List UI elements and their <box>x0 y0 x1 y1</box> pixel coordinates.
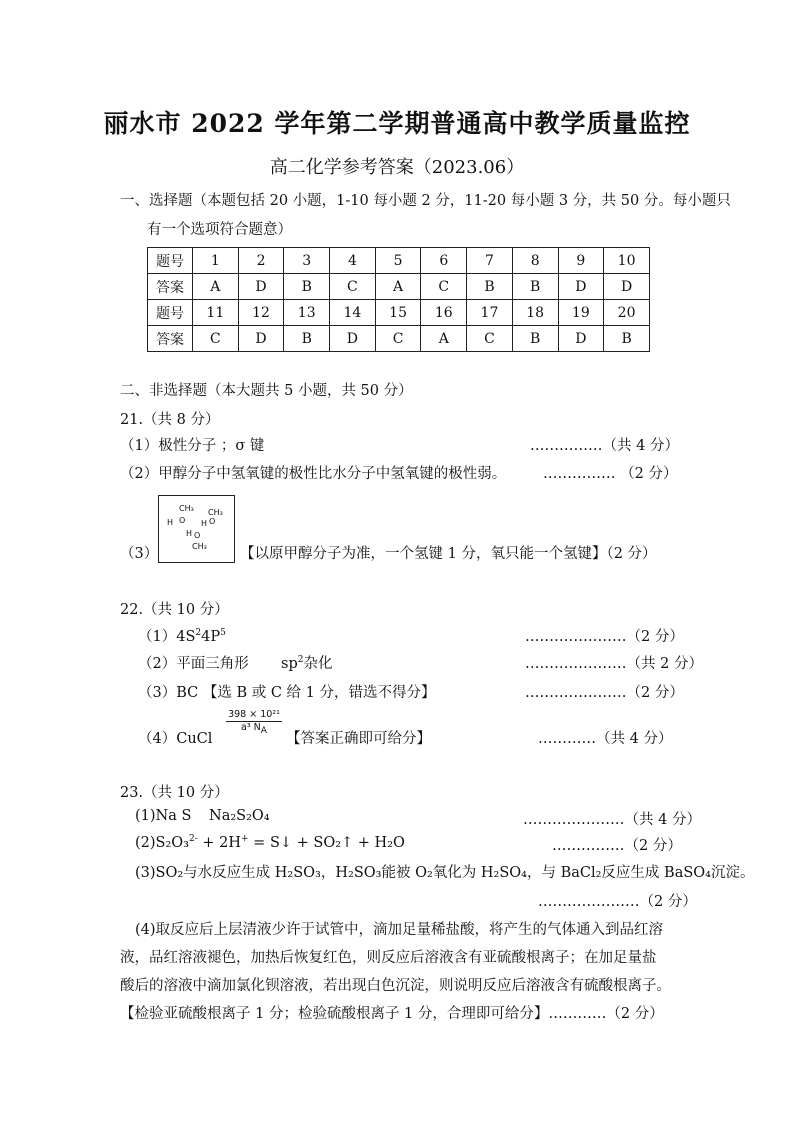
table-cell: D <box>238 326 284 352</box>
q23-part4-line1: (4)取反应后上层清液少许于试管中，滴加足量稀盐酸，将产生的气体通入到品红溶 <box>135 922 664 938</box>
table-cell: 12 <box>238 300 284 326</box>
table-cell: A <box>421 326 467 352</box>
table-cell: 7 <box>467 248 513 274</box>
section1-instruction-line1: 一、选择题（本题包括 20 小题，1-10 每小题 2 分，11-20 每小题 3 分，共 50 分。每小题只 <box>120 193 731 209</box>
q23-part3: (3)SO₂与水反应生成 H₂SO₃，H₂SO₃能被 O₂氧化为 H₂SO₄，与 BaCl₂反应生成 BaSO₄沉淀。 <box>135 865 755 881</box>
q22-part2-hybrid: $sp^2$杂化 <box>281 655 333 672</box>
table-cell: 4 <box>330 248 376 274</box>
table-cell: 15 <box>375 300 421 326</box>
table-cell: C <box>330 274 376 300</box>
struct-label: CH₃ <box>179 504 194 513</box>
table-cell: 答案 <box>148 274 193 300</box>
q22-part4-note: 【答案正确即可给分】 <box>286 731 431 747</box>
q22-part2-score: …………………（共 2 分） <box>525 656 703 672</box>
table-cell: B <box>512 326 558 352</box>
page-subtitle: 高二化学参考答案（2023.06） <box>269 157 525 178</box>
q23-part1-b: Na₂S₂O₄ <box>209 808 270 824</box>
q23-part1: (1)Na S <box>135 808 192 824</box>
q22-part2: （2）平面三角形 <box>138 656 249 672</box>
q21-part2-score: …………… （2 分） <box>543 466 678 482</box>
q21-part1: （1）极性分子 ；σ 键 <box>120 438 265 454</box>
table-cell: D <box>330 326 376 352</box>
table-cell: D <box>558 326 604 352</box>
table-cell: 9 <box>558 248 604 274</box>
table-cell: 10 <box>604 248 650 274</box>
q22-part4: （4）CuCl <box>138 731 213 747</box>
table-cell: 题号 <box>148 300 193 326</box>
q23-part4-line3: 酸后的溶液中滴加氯化钡溶液，若出现白色沉淀，则说明反应后溶液含有硫酸根离子。 <box>120 978 671 994</box>
table-cell: B <box>467 274 513 300</box>
q21-part2: （2）甲醇分子中氢氧键的极性比水分子中氢氧键的极性弱。 <box>120 466 507 482</box>
table-cell: B <box>284 326 330 352</box>
table-cell: C <box>467 326 513 352</box>
q23-part4-line2: 液，品红溶液褪色，加热后恢复红色，则反应后溶液含有亚硫酸根离子；在加足量盐 <box>120 950 657 966</box>
table-cell: D <box>604 274 650 300</box>
q23-part4-line4: 【检验亚硫酸根离子 1 分；检验硫酸根离子 1 分，合理即可给分】…………（2 分） <box>120 1006 664 1022</box>
formula-numerator: 398 × 10²¹ <box>226 709 282 722</box>
struct-label: O <box>179 516 186 525</box>
struct-label: H <box>167 518 174 527</box>
q22-part1: $(1)4S^24P^5$ <box>138 628 226 645</box>
q22-part1-score: …………………（2 分） <box>525 629 684 645</box>
q21-part3-note: 【以原甲醇分子为准，一个氢键 1 分，氧只能一个氢键】（2 分） <box>240 546 657 562</box>
struct-label: H <box>186 529 193 538</box>
q22-title: 22.（共 10 分） <box>120 602 229 618</box>
q23-part2: (2)S₂O₃$^{2-}$ + 2H+ = S↓ + SO₂↑ + H₂O <box>135 834 405 851</box>
formula-denominator: a³ $N_A$ <box>241 722 267 736</box>
table-cell: 18 <box>512 300 558 326</box>
table-cell: C <box>421 274 467 300</box>
q22-part3: （3）BC 【选 B 或 C 给 1 分，错选不得分】 <box>138 685 436 701</box>
q21-part3-label: （3） <box>120 546 159 562</box>
table-cell: A <box>375 274 421 300</box>
table-cell: 8 <box>512 248 558 274</box>
struct-label: O <box>209 517 216 526</box>
struct-label: O <box>194 531 201 540</box>
q22-part3-score: …………………（2 分） <box>525 685 684 701</box>
table-row <box>148 274 650 300</box>
section1-instruction-line2: 有一个选项符合题意） <box>147 222 292 238</box>
struct-label: H <box>201 519 208 528</box>
table-cell: 6 <box>421 248 467 274</box>
table-cell: 2 <box>238 248 284 274</box>
table-cell: 19 <box>558 300 604 326</box>
table-row <box>148 300 650 326</box>
q21-part1-score: ……………（共 4 分） <box>530 438 679 454</box>
q23-part2-score: ……………（2 分） <box>552 838 682 854</box>
struct-label: CH₃ <box>208 508 223 517</box>
table-cell: B <box>604 326 650 352</box>
table-cell: D <box>238 274 284 300</box>
section2-heading: 二、非选择题（本大题共 5 小题，共 50 分） <box>120 383 413 399</box>
table-row <box>148 326 650 352</box>
table-cell: B <box>512 274 558 300</box>
table-cell: 13 <box>284 300 330 326</box>
page-title: 丽水市 2022 学年第二学期普通高中教学质量监控 <box>103 109 691 138</box>
table-cell: A <box>193 274 239 300</box>
table-cell: D <box>558 274 604 300</box>
table-cell: 3 <box>284 248 330 274</box>
table-cell: 11 <box>193 300 239 326</box>
table-cell: B <box>284 274 330 300</box>
q23-part3-score: …………………（2 分） <box>538 894 697 910</box>
q23-part1-score: …………………（共 4 分） <box>523 812 701 828</box>
table-cell: 1 <box>193 248 239 274</box>
table-cell: 20 <box>604 300 650 326</box>
table-cell: 答案 <box>148 326 193 352</box>
q22-part4-score: …………（共 4 分） <box>538 731 673 747</box>
q23-title: 23.（共 10 分） <box>120 785 229 801</box>
table-cell: 5 <box>375 248 421 274</box>
density-formula <box>226 709 282 736</box>
table-cell: 16 <box>421 300 467 326</box>
table-cell: C <box>193 326 239 352</box>
hydrogen-bond-structure <box>158 495 235 563</box>
struct-label: CH₃ <box>192 542 207 551</box>
table-cell: C <box>375 326 421 352</box>
q21-title: 21.（共 8 分） <box>120 412 220 428</box>
table-cell: 题号 <box>148 248 193 274</box>
table-row <box>148 248 650 274</box>
answer-table <box>147 247 650 352</box>
table-cell: 14 <box>330 300 376 326</box>
table-cell: 17 <box>467 300 513 326</box>
